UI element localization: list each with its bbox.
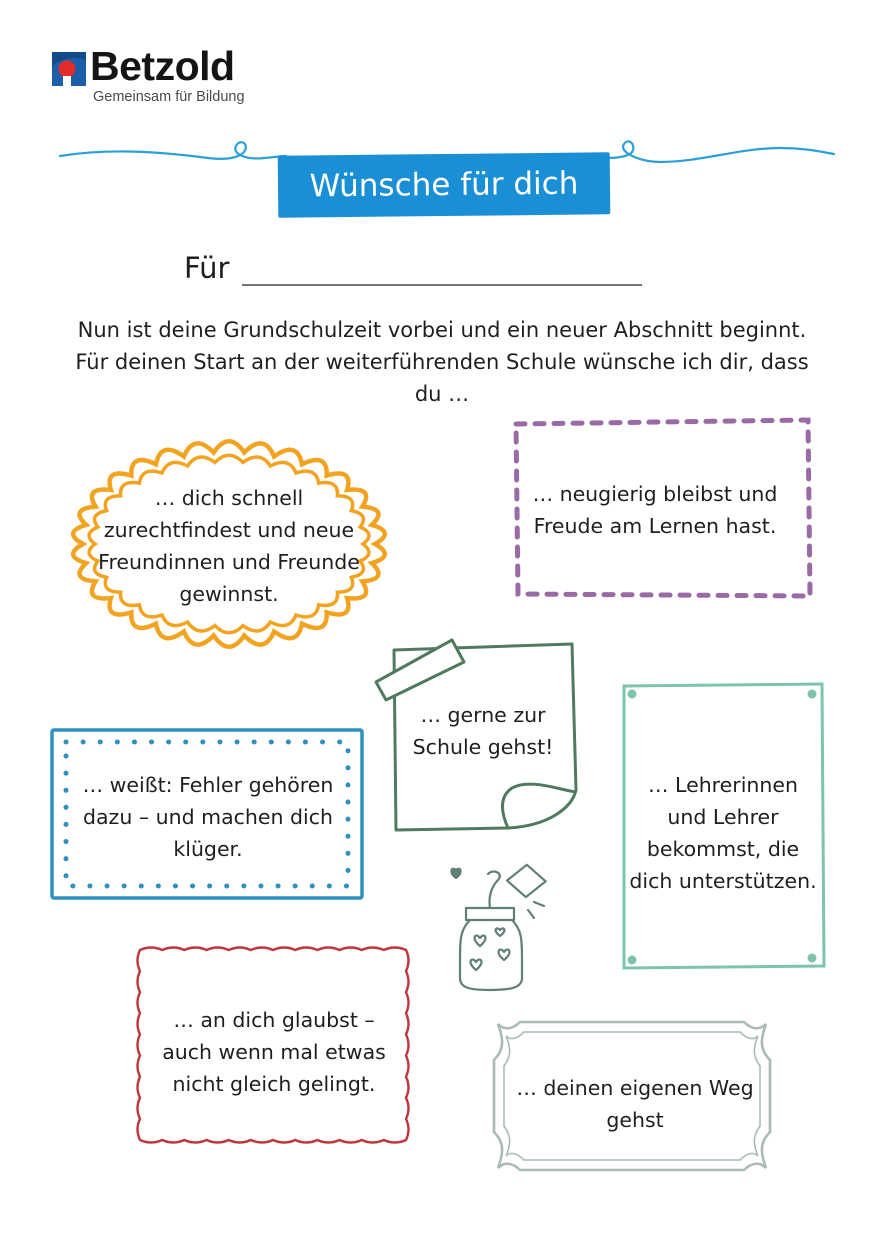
jar-of-hearts-icon [451,861,548,990]
wavy-line-right [604,141,834,162]
wish-orange: … dich schnell zurechtfindest und neue Freundinnen und Freunde gewinnst. [98,486,360,606]
title-banner [278,152,611,217]
wish-blue: … weißt: Fehler gehören dazu – und machen dich klüger. [82,773,334,861]
intro-text: Nun ist deine Grundschulzeit vorbei und ein neuer Abschnitt beginnt. Für deinen Start an der weiterführenden Schule wünsche ich dir, dass du … [75,318,809,406]
wish-grey: … deinen eigenen Weg gehst [516,1076,754,1132]
wish-green-note: … gerne zur Schule gehst! [412,703,554,759]
brand-tagline: Gemeinsam für Bildung [93,89,245,105]
page-title: Wünsche für dich [309,165,579,205]
wish-mint: … Lehrerinnen und Lehrer bekommst, die dich unterstützen. [629,773,817,893]
brand-name: Betzold [90,43,235,89]
for-label: Für [184,251,230,285]
wish-red: … an dich glaubst – auch wenn mal etwas nicht gleich gelingt. [162,1008,386,1096]
wish-purple: … neugierig bleibst und Freude am Lernen hast. [532,482,778,538]
brand-logo [52,43,292,110]
wavy-line-left [60,142,286,159]
logo-mark-icon [52,52,86,86]
